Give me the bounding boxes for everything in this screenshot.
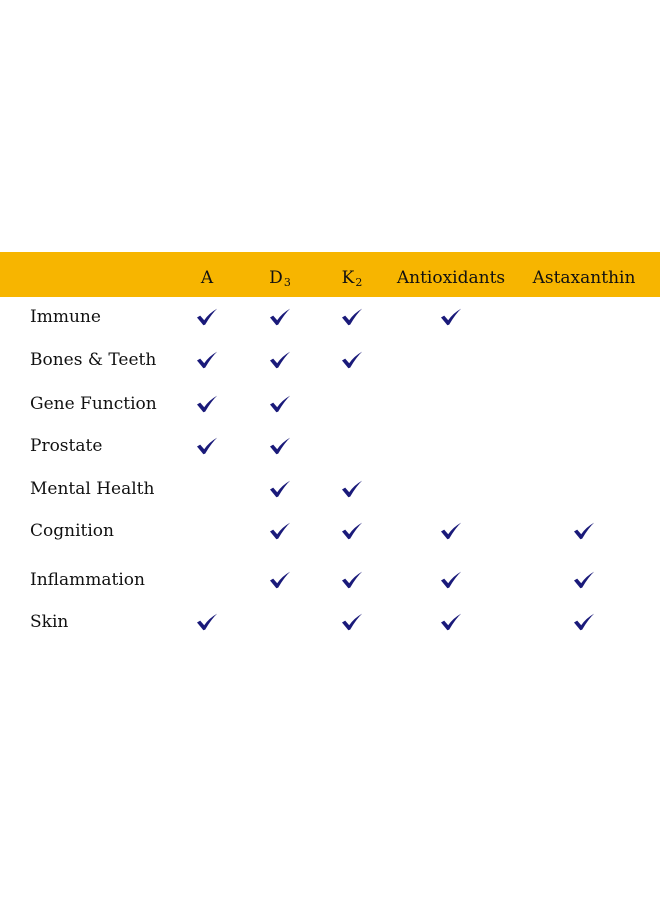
checkmark-icon	[341, 479, 363, 499]
column-header	[519, 252, 649, 297]
checkmark-icon	[269, 436, 291, 456]
checkmark-icon	[341, 521, 363, 541]
column-header-label: K	[341, 268, 355, 288]
table-row	[0, 345, 660, 375]
column-header-subscript: 3	[283, 276, 291, 289]
checkmark-icon	[269, 479, 291, 499]
row-label: Bones & Teeth	[30, 350, 157, 370]
checkmark-icon	[196, 350, 218, 370]
column-header-label: Antioxidants	[396, 268, 506, 288]
checkmark-icon	[269, 307, 291, 327]
checkmark-icon	[269, 521, 291, 541]
column-header-label: D	[269, 268, 283, 288]
checkmark-icon	[269, 350, 291, 370]
column-header	[386, 252, 516, 297]
row-label: Gene Function	[30, 394, 157, 414]
checkmark-icon	[196, 436, 218, 456]
column-header	[327, 252, 377, 297]
checkmark-icon	[196, 307, 218, 327]
row-label: Skin	[30, 612, 69, 632]
row-label: Cognition	[30, 521, 114, 541]
table-row	[0, 431, 660, 461]
checkmark-icon	[440, 307, 462, 327]
checkmark-icon	[196, 394, 218, 414]
checkmark-icon	[269, 394, 291, 414]
row-label: Immune	[30, 307, 101, 327]
table-row	[0, 389, 660, 419]
checkmark-icon	[196, 612, 218, 632]
column-header-label: A	[200, 268, 214, 288]
checkmark-icon	[573, 521, 595, 541]
table-row	[0, 474, 660, 504]
column-header-subscript: 2	[355, 276, 363, 289]
checkmark-icon	[341, 570, 363, 590]
table-row	[0, 607, 660, 637]
checkmark-icon	[440, 570, 462, 590]
row-label: Inflammation	[30, 570, 145, 590]
checkmark-icon	[440, 521, 462, 541]
checkmark-icon	[341, 612, 363, 632]
row-label: Mental Health	[30, 479, 155, 499]
checkmark-icon	[269, 570, 291, 590]
column-header-label: Astaxanthin	[532, 268, 636, 288]
row-label: Prostate	[30, 436, 103, 456]
table-row	[0, 302, 660, 332]
checkmark-icon	[573, 570, 595, 590]
checkmark-icon	[341, 307, 363, 327]
column-header	[255, 252, 305, 297]
table-row	[0, 516, 660, 546]
checkmark-icon	[573, 612, 595, 632]
checkmark-icon	[440, 612, 462, 632]
table-row	[0, 565, 660, 595]
checkmark-icon	[341, 350, 363, 370]
column-header	[187, 252, 227, 297]
table-header	[0, 252, 660, 297]
